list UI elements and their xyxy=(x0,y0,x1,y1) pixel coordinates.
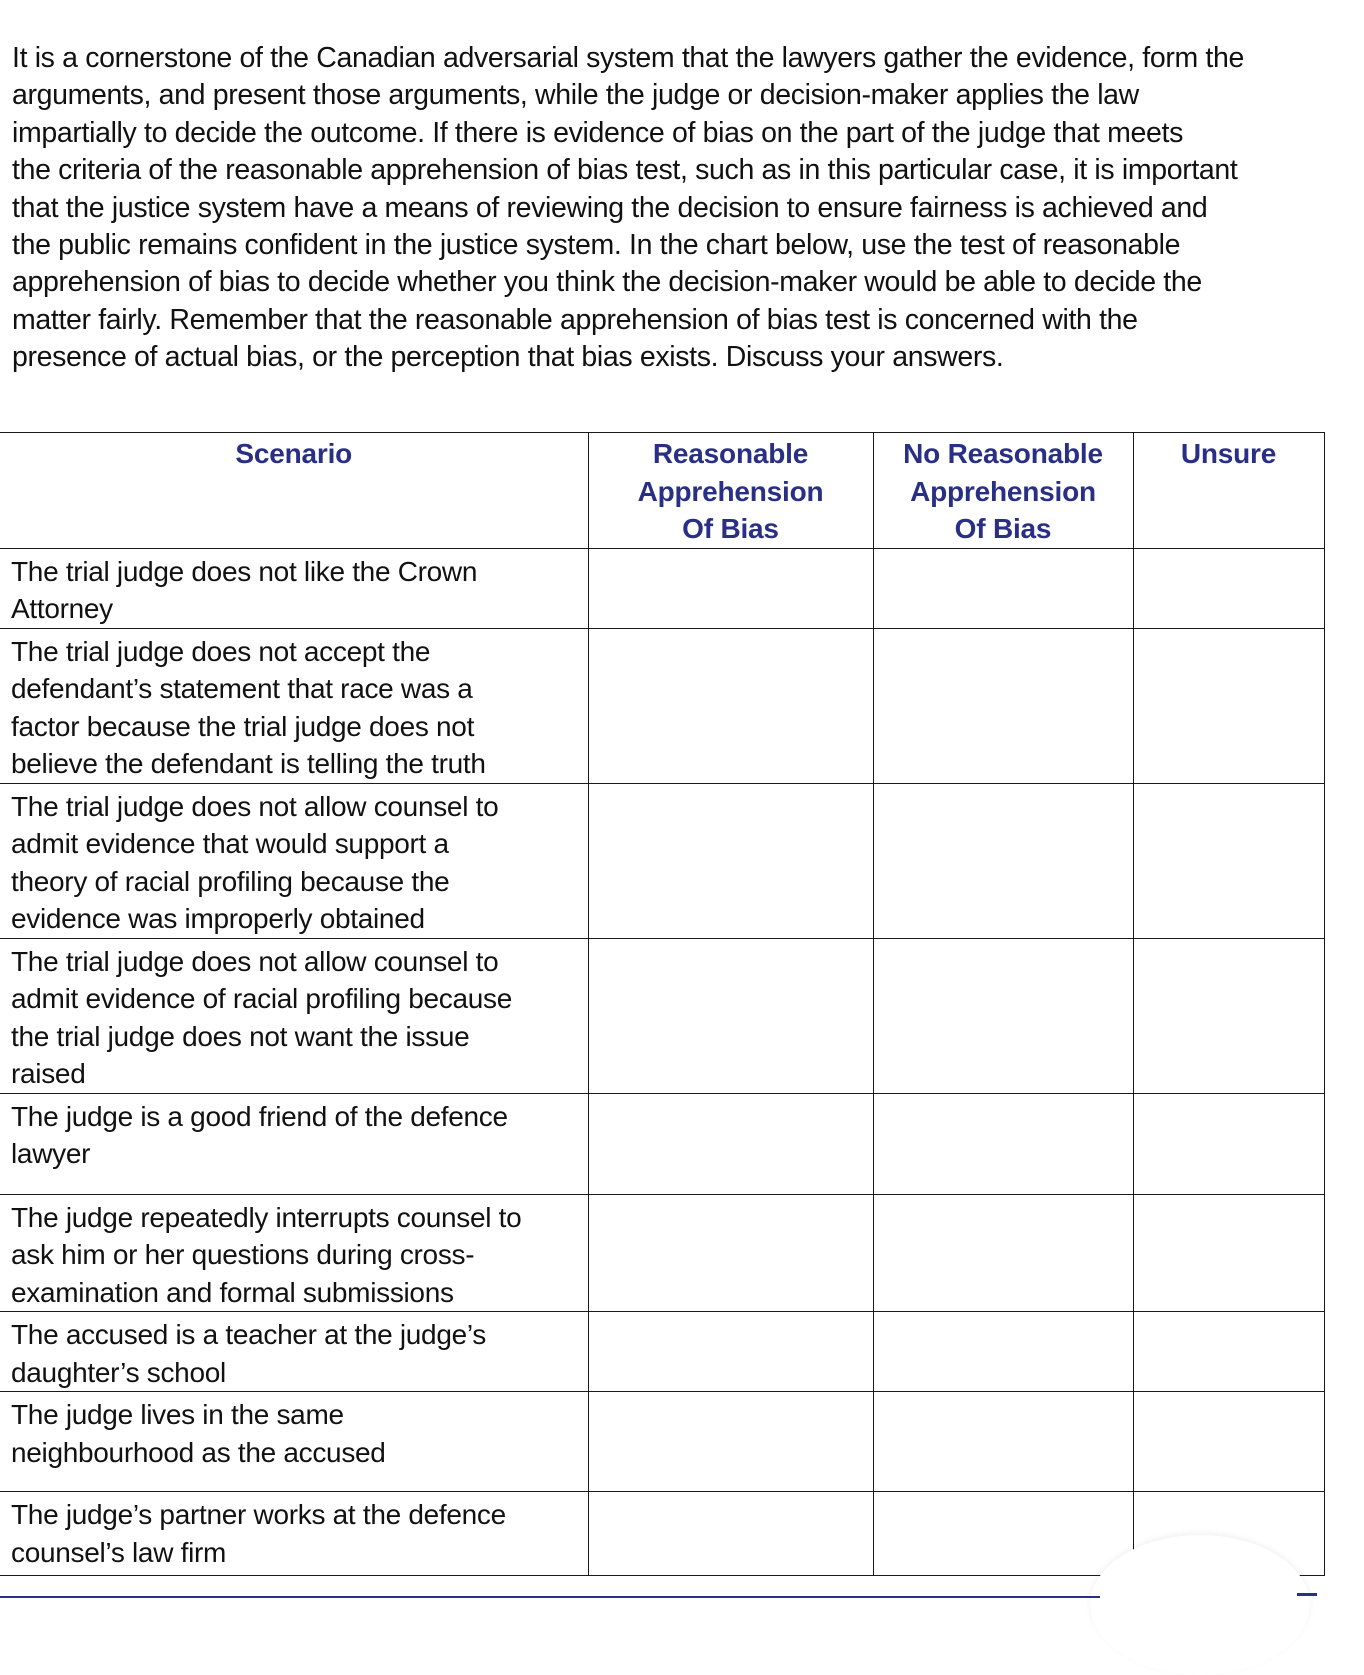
no-reasonable-answer-cell[interactable] xyxy=(873,1392,1133,1492)
unsure-answer-cell[interactable] xyxy=(1133,1093,1324,1194)
no-reasonable-answer-cell[interactable] xyxy=(873,1312,1133,1392)
scenario-cell xyxy=(0,1194,588,1312)
intro-line: arguments, and present those arguments, while the judge or decision-maker applies the law xyxy=(12,79,1139,112)
page-curl xyxy=(1090,1535,1310,1675)
scenario-line: examination and formal submissions xyxy=(11,1276,454,1308)
scenario-line: The judge repeatedly interrupts counsel to xyxy=(11,1201,522,1233)
scenario-line: factor because the trial judge does not xyxy=(11,710,475,742)
scenario-cell xyxy=(0,628,588,783)
reasonable-answer-cell[interactable] xyxy=(588,938,873,1093)
scenario-line: The judge’s partner works at the defence xyxy=(11,1499,506,1530)
scenario-line: believe the defendant is telling the truth xyxy=(11,748,486,779)
reasonable-answer-cell[interactable] xyxy=(588,1312,873,1392)
unsure-answer-cell[interactable] xyxy=(1133,628,1324,783)
scenario-line: The judge is a good friend of the defence xyxy=(11,1100,508,1132)
reasonable-answer-cell[interactable] xyxy=(588,783,873,938)
unsure-answer-cell[interactable] xyxy=(1133,783,1324,938)
intro-line: It is a cornerstone of the Canadian adversarial system that the lawyers gather the evidence, form the xyxy=(12,42,1244,74)
table-row xyxy=(0,1093,1324,1194)
scenario-cell xyxy=(0,1492,588,1576)
table-row xyxy=(0,1392,1324,1492)
header-line: No Reasonable xyxy=(903,438,1103,469)
scenario-line: The trial judge does not accept the xyxy=(11,635,431,667)
scenario-line: admit evidence of racial profiling because xyxy=(11,983,513,1014)
header-line: Apprehension xyxy=(910,475,1096,507)
table-row xyxy=(0,938,1324,1093)
intro-line: apprehension of bias to decide whether you think the decision-maker would be able to decide the xyxy=(12,266,1202,299)
table-row xyxy=(0,548,1324,628)
scenario-line: Attorney xyxy=(11,593,113,624)
intro-line: impartially to decide the outcome. If there is evidence of bias on the part of the judge that meets xyxy=(12,116,1183,149)
intro-line: the public remains confident in the justice system. In the chart below, use the test of reasonable xyxy=(12,229,1181,262)
scenario-cell xyxy=(0,1093,588,1194)
table-row xyxy=(0,783,1324,938)
intro-line: that the justice system have a means of reviewing the decision to ensure fairness is achieved and xyxy=(12,191,1208,224)
header-line: Reasonable xyxy=(652,438,809,469)
scenario-cell xyxy=(0,783,588,938)
header-line: Of Bias xyxy=(682,513,779,544)
intro-line: the criteria of the reasonable apprehension of bias test, such as in this particular case, it is important xyxy=(12,154,1238,187)
table-row xyxy=(0,1312,1324,1392)
scenario-line: theory of racial profiling because the xyxy=(11,865,450,897)
no-reasonable-answer-cell[interactable] xyxy=(873,938,1133,1093)
scenario-cell xyxy=(0,1312,588,1392)
table-row xyxy=(0,1194,1324,1312)
scenario-cell xyxy=(0,548,588,628)
scenario-line: The judge lives in the same xyxy=(11,1399,344,1430)
table-header-row xyxy=(0,433,1324,549)
scenario-line: lawyer xyxy=(11,1138,91,1169)
header-reasonable-apprehension xyxy=(588,433,873,549)
no-reasonable-answer-cell[interactable] xyxy=(873,548,1133,628)
scenario-line: The trial judge does not allow counsel to xyxy=(11,945,499,977)
header-scenario xyxy=(0,433,588,549)
scenario-line: the trial judge does not want the issue xyxy=(11,1020,470,1052)
footer-mark xyxy=(1297,1593,1317,1596)
footer-rule xyxy=(0,1596,1100,1598)
unsure-answer-cell[interactable] xyxy=(1133,1194,1324,1312)
scenario-line: The accused is a teacher at the judge’s xyxy=(11,1319,486,1350)
unsure-answer-cell[interactable] xyxy=(1133,548,1324,628)
scenario-line: daughter’s school xyxy=(11,1356,226,1388)
header-no-reasonable-apprehension xyxy=(873,433,1133,549)
no-reasonable-answer-cell[interactable] xyxy=(873,1093,1133,1194)
intro-paragraph xyxy=(12,40,1347,377)
scenario-line: admit evidence that would support a xyxy=(11,828,449,859)
scenario-line: defendant’s statement that race was a xyxy=(11,673,473,704)
scenario-cell xyxy=(0,938,588,1093)
intro-line: presence of actual bias, or the perception that bias exists. Discuss your answers. xyxy=(12,341,1004,374)
reasonable-answer-cell[interactable] xyxy=(588,1492,873,1576)
scenario-line: counsel’s law firm xyxy=(11,1536,227,1568)
no-reasonable-answer-cell[interactable] xyxy=(873,628,1133,783)
intro-line: matter fairly. Remember that the reasonable apprehension of bias test is concerned with the xyxy=(12,303,1138,336)
header-line: Apprehension xyxy=(637,475,824,507)
header-scenario-label: Scenario xyxy=(235,438,353,469)
header-unsure-label: Unsure xyxy=(1180,438,1277,469)
table-row xyxy=(0,628,1324,783)
no-reasonable-answer-cell[interactable] xyxy=(873,1194,1133,1312)
unsure-answer-cell[interactable] xyxy=(1133,1312,1324,1392)
scenario-line: evidence was improperly obtained xyxy=(11,903,425,934)
scenario-cell xyxy=(0,1392,588,1492)
scenario-line: ask him or her questions during cross- xyxy=(11,1239,475,1270)
bias-chart xyxy=(0,432,1324,1576)
reasonable-answer-cell[interactable] xyxy=(588,1194,873,1312)
reasonable-answer-cell[interactable] xyxy=(588,628,873,783)
scenario-line: neighbourhood as the accused xyxy=(11,1436,386,1468)
scenario-line: The trial judge does not like the Crown xyxy=(11,555,478,587)
header-unsure xyxy=(1133,433,1324,549)
scenario-line: raised xyxy=(11,1058,86,1089)
unsure-answer-cell[interactable] xyxy=(1133,938,1324,1093)
reasonable-answer-cell[interactable] xyxy=(588,548,873,628)
header-line: Of Bias xyxy=(954,513,1052,544)
reasonable-answer-cell[interactable] xyxy=(588,1093,873,1194)
scenario-line: The trial judge does not allow counsel to xyxy=(11,790,499,822)
no-reasonable-answer-cell[interactable] xyxy=(873,783,1133,938)
unsure-answer-cell[interactable] xyxy=(1133,1392,1324,1492)
bias-table xyxy=(0,432,1325,1576)
no-reasonable-answer-cell[interactable] xyxy=(873,1492,1133,1576)
reasonable-answer-cell[interactable] xyxy=(588,1392,873,1492)
